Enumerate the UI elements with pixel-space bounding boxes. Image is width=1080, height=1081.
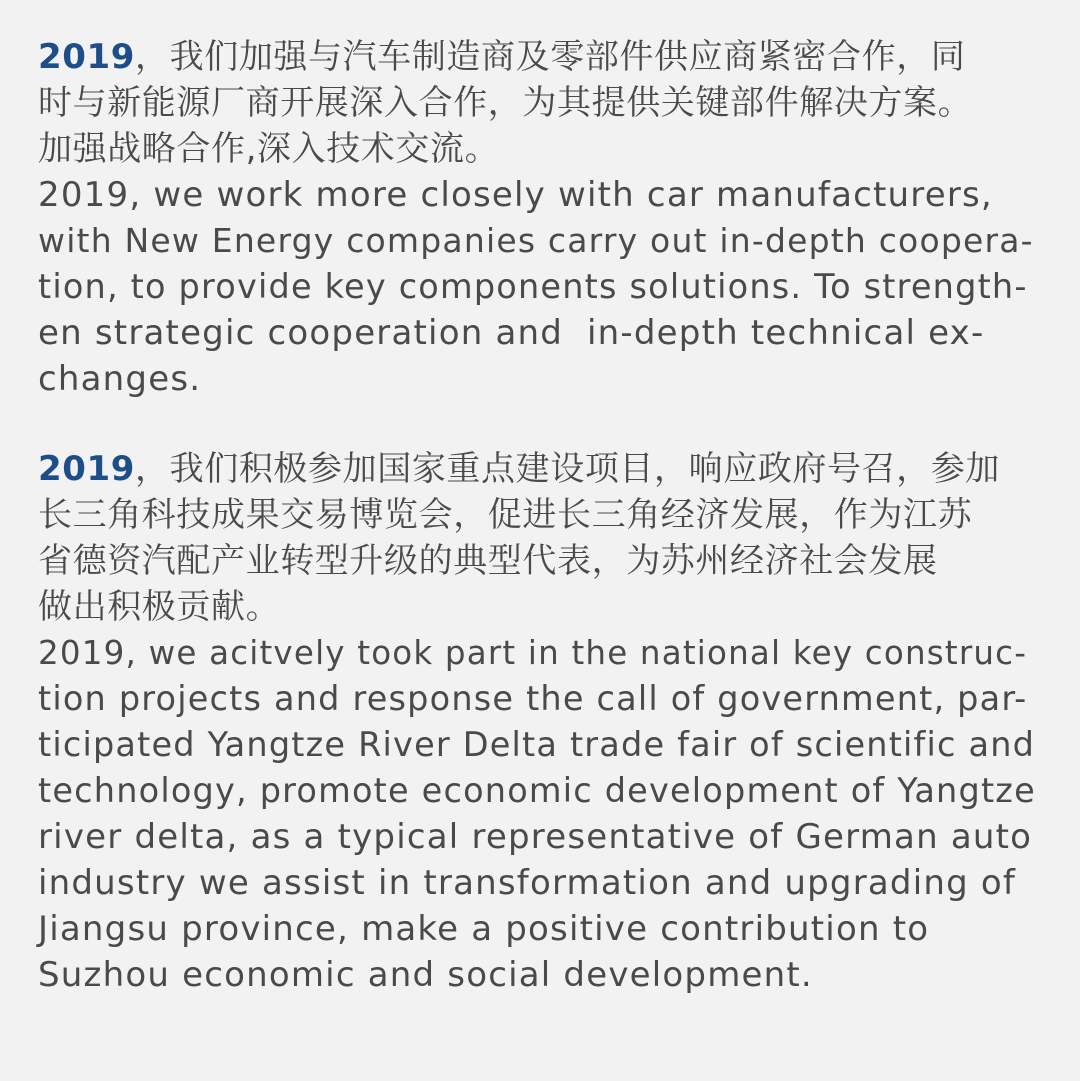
cn-paragraph-line: 长三角科技成果交易博览会，促进长三角经济发展，作为江苏 xyxy=(38,495,973,535)
cn-text: ，我们加强与汽车制造商及零部件供应商紧密合作，同 xyxy=(135,37,966,77)
en-paragraph-line: ticipated Yangtze River Delta trade fair of scientific and xyxy=(38,725,1036,764)
en-paragraph-line: tion, to provide key components solutions. To strength- xyxy=(38,267,1028,306)
en-paragraph-line: with New Energy companies carry out in-depth coopera- xyxy=(38,221,1034,260)
cn-paragraph-line xyxy=(38,34,1038,80)
en-paragraph-line: river delta, as a typical representative of German auto xyxy=(38,817,1033,857)
en-paragraph-line: Suzhou economic and social development. xyxy=(38,955,813,995)
en-paragraph-line: 2019, we acitvely took part in the national key construc- xyxy=(38,634,1028,672)
en-paragraph-line: Jiangsu province, make a positive contribution to xyxy=(38,909,930,949)
en-paragraph-line: 2019, we work more closely with car manufacturers, xyxy=(38,175,993,215)
en-paragraph-line: technology, promote economic development of Yangtze xyxy=(38,771,1036,810)
en-paragraph-line: tion projects and response the call of government, par- xyxy=(38,679,1028,718)
cn-paragraph-line: 加强战略合作,深入技术交流。 xyxy=(38,129,500,169)
cn-paragraph-line xyxy=(38,446,1038,492)
cn-paragraph-line: 时与新能源厂商开展深入合作，为其提供关键部件解决方案。 xyxy=(38,83,973,123)
year-highlight: 2019 xyxy=(38,37,136,77)
cn-paragraph-line: 做出积极贡献。 xyxy=(38,587,281,627)
en-paragraph-line: en strategic cooperation and in-depth technical ex- xyxy=(38,313,985,353)
en-paragraph-line: changes. xyxy=(38,359,202,399)
cn-text: ，我们积极参加国家重点建设项目，响应政府号召，参加 xyxy=(135,449,1001,489)
paragraph-section-2 xyxy=(38,446,1038,998)
paragraph-section-1 xyxy=(38,34,1038,402)
year-highlight: 2019 xyxy=(38,449,136,489)
en-paragraph-line: industry we assist in transformation and upgrading of xyxy=(38,863,1017,903)
cn-paragraph-line: 省德资汽配产业转型升级的典型代表，为苏州经济社会发展 xyxy=(38,541,938,581)
